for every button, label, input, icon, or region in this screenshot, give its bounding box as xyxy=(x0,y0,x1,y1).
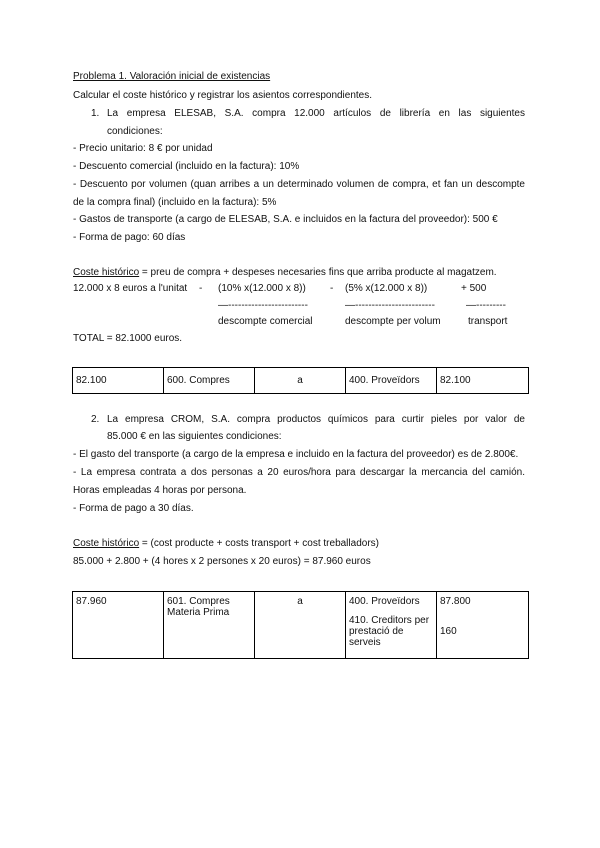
case1-intro-line2: condiciones: xyxy=(107,126,163,137)
case2-condition-transport: - El gasto del transporte (a cargo de la empresa e incluido en la factura del proveedor) es de 2.800€. xyxy=(73,449,519,460)
case2-credit-amount-1: 87.800 xyxy=(440,596,471,607)
formula-rule-3: —--------- xyxy=(466,300,506,311)
formula-label-transport: transport xyxy=(468,316,508,327)
case2-debit-account xyxy=(164,592,255,659)
case2-entry-row xyxy=(73,592,529,659)
formula-rule-2: —------------------------ xyxy=(345,300,435,311)
formula-minus-1: - xyxy=(199,283,203,294)
case1-credit-account: 400. Proveïdors xyxy=(346,368,437,394)
case1-intro-line1: La empresa ELESAB, S.A. compra 12.000 artículos de librería en las siguientes xyxy=(107,108,525,119)
case2-condition-payment: - Forma de pago a 30 días. xyxy=(73,503,194,514)
case1-coste-def: = preu de compra + despeses necesaries fins que arriba producte al magatzem. xyxy=(139,267,497,278)
case2-coste-definition xyxy=(73,537,379,551)
case1-condition-commercial-discount: - Descuento comercial (incluido en la factura): 10% xyxy=(73,161,300,172)
case2-credit-account-1: 400. Proveïdors xyxy=(349,596,420,607)
case2-credit-accounts xyxy=(346,592,437,659)
case1-number: 1. xyxy=(91,108,100,119)
case1-condition-payment: - Forma de pago: 60 días xyxy=(73,232,186,243)
case1-credit-amount: 82.100 xyxy=(437,368,529,394)
case2-credit-account-2: 410. Creditors per prestació de serveis xyxy=(349,615,430,648)
case2-debit-account-line1: 601. Compres xyxy=(167,596,230,607)
case2-condition-hours: Horas empleadas 4 horas por persona. xyxy=(73,485,247,496)
case2-number: 2. xyxy=(91,414,100,425)
case1-condition-volume-discount-cont: de la compra final) (incluido en la factura): 5% xyxy=(73,197,277,208)
formula-label-volume: descompte per volum xyxy=(345,316,441,327)
case1-connector: a xyxy=(255,368,346,394)
case2-connector: a xyxy=(255,592,346,659)
case1-condition-volume-discount: - Descuento por volumen (quan arribes a un determinado volumen de compra, et fan un descompte xyxy=(73,179,525,190)
case2-intro-line2: 85.000 € en las siguientes condiciones: xyxy=(107,431,282,442)
case2-coste-label: Coste histórico xyxy=(73,538,140,549)
case1-condition-price: - Precio unitario: 8 € por unidad xyxy=(73,143,213,154)
case1-journal-entry xyxy=(72,367,529,394)
case1-condition-transport: - Gastos de transporte (a cargo de ELESAB, S.A. e incluidos en la factura del proveedor): 500 € xyxy=(73,214,498,225)
case2-condition-workers: - La empresa contrata a dos personas a 20 euros/hora para descargar la mercancia del camión. xyxy=(73,467,525,478)
case2-debit-amount: 87.960 xyxy=(73,592,164,659)
formula-minus-2: - xyxy=(330,283,334,294)
case2-intro-line1: La empresa CROM, S.A. compra productos químicos para curtir pieles por valor de xyxy=(107,414,525,425)
case1-debit-account: 600. Compres xyxy=(164,368,255,394)
formula-base: 12.000 x 8 euros a l'unitat xyxy=(73,283,188,294)
formula-rule-1: —------------------------ xyxy=(218,300,308,311)
case1-coste-label: Coste histórico xyxy=(73,267,140,278)
formula-label-commercial: descompte comercial xyxy=(218,316,313,327)
case2-debit-account-line2: Materia Prima xyxy=(167,607,230,618)
case1-entry-row xyxy=(73,368,529,394)
case2-coste-def: = (cost producte + costs transport + cost treballadors) xyxy=(139,538,379,549)
case2-calculation: 85.000 + 2.800 + (4 hores x 2 persones x 20 euros) = 87.960 euros xyxy=(73,556,371,567)
formula-plus-transport: + 500 xyxy=(461,283,487,294)
formula-term-2: (5% x(12.000 x 8)) xyxy=(345,283,428,294)
case2-credit-amounts xyxy=(437,592,529,659)
formula-term-1: (10% x(12.000 x 8)) xyxy=(218,283,306,294)
case1-total: TOTAL = 82.1000 euros. xyxy=(73,333,183,344)
case2-credit-amount-2: 160 xyxy=(440,626,457,637)
instruction-text: Calcular el coste histórico y registrar los asientos correspondientes. xyxy=(73,90,373,101)
problem-title: Problema 1. Valoración inicial de existencias xyxy=(73,71,271,82)
case2-journal-entry xyxy=(72,591,529,659)
case1-debit-amount: 82.100 xyxy=(73,368,164,394)
case1-coste-definition xyxy=(73,266,497,280)
